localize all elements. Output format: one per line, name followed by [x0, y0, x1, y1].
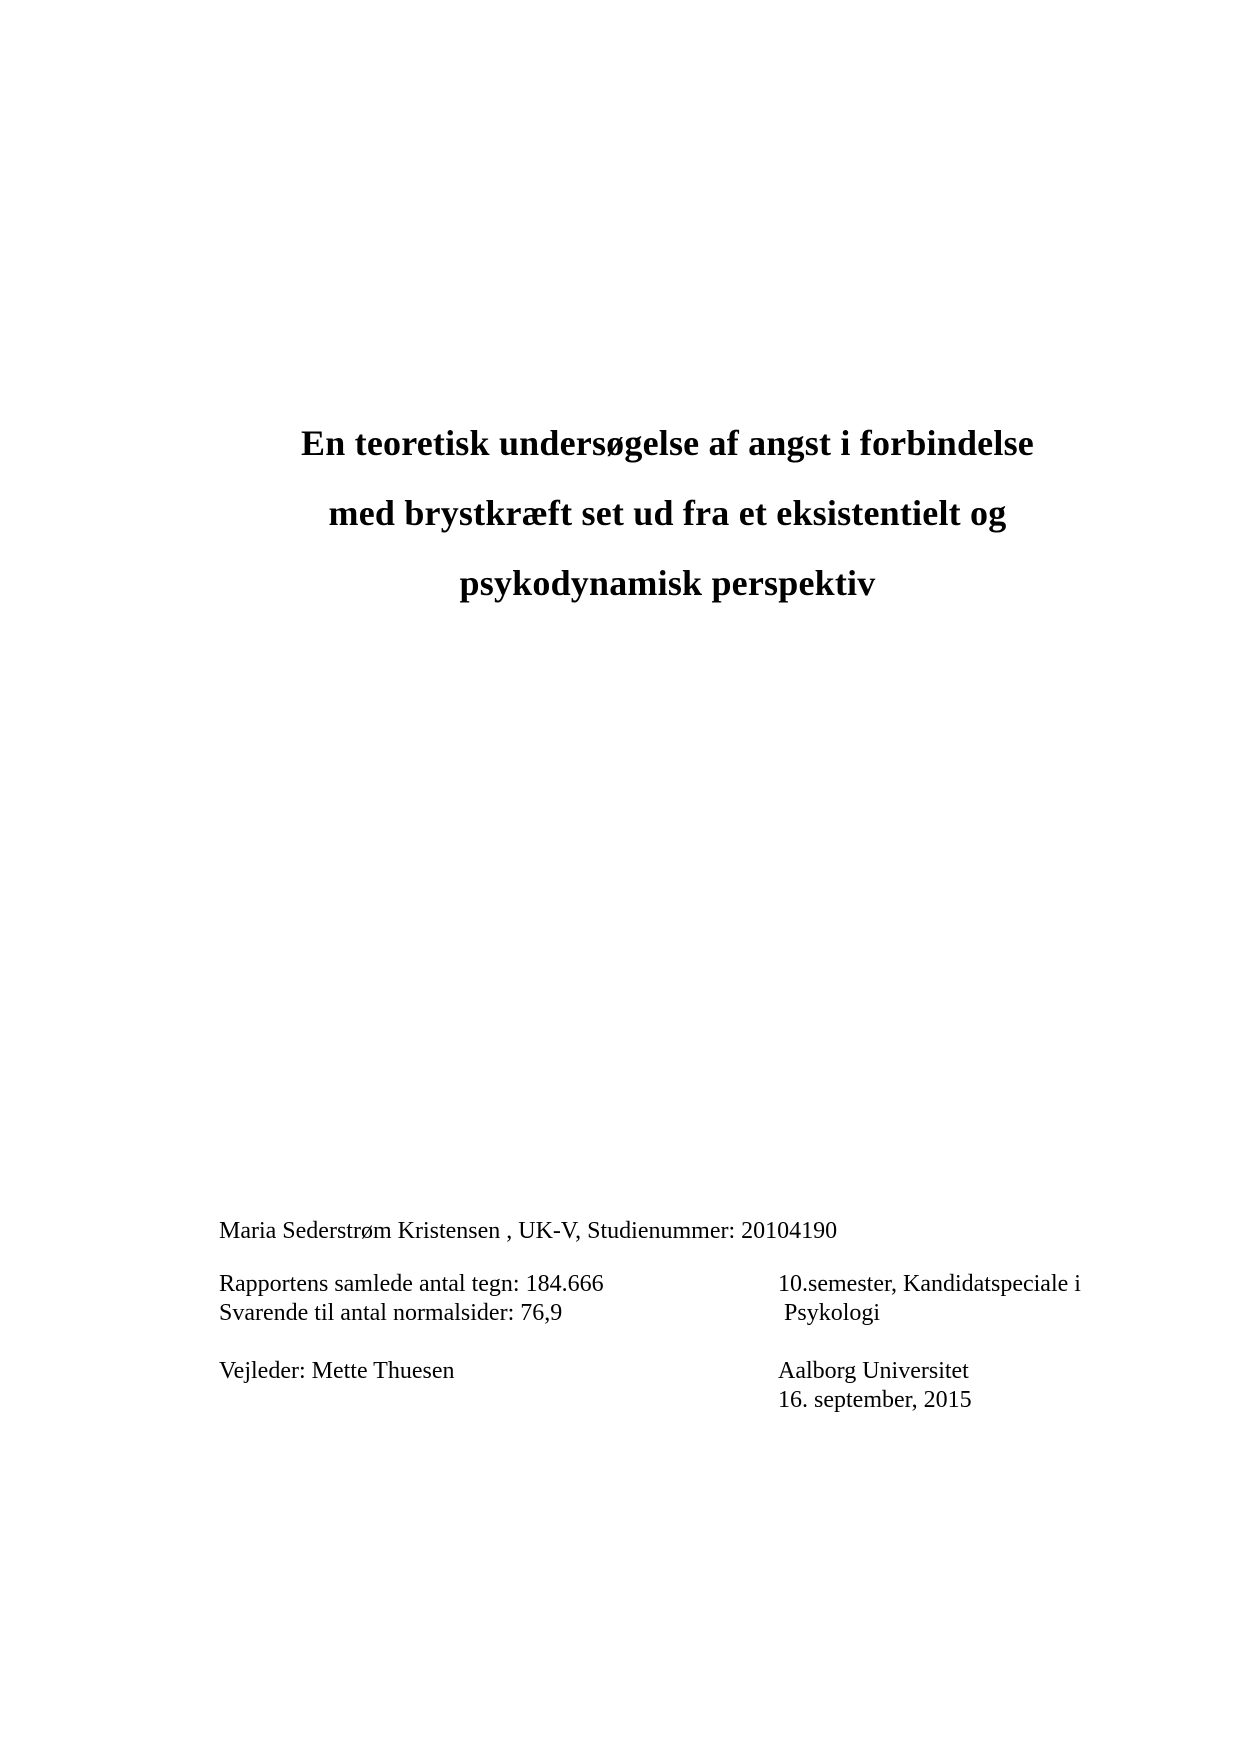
university-line: Aalborg Universitet	[778, 1358, 969, 1384]
spacer-line	[778, 1328, 1081, 1357]
spacer-line	[219, 1328, 604, 1357]
program-line: Psykologi	[778, 1300, 881, 1326]
thesis-title-line: med brystkræft set ud fra et eksistentielt og	[328, 493, 1007, 533]
thesis-title	[219, 408, 1116, 618]
page-count-line: Svarende til antal normalsider: 76,9	[219, 1300, 563, 1326]
char-count-line: Rapportens samlede antal tegn: 184.666	[219, 1271, 604, 1297]
thesis-title-line: En teoretisk undersøgelse af angst i forbindelse	[301, 423, 1034, 463]
report-stats-column	[219, 1270, 604, 1386]
date-line: 16. september, 2015	[778, 1387, 972, 1413]
semester-line: 10.semester, Kandidatspeciale i	[778, 1271, 1081, 1297]
study-info-column	[778, 1270, 1081, 1415]
thesis-title-line: psykodynamisk perspektiv	[459, 563, 876, 603]
supervisor-line: Vejleder: Mette Thuesen	[219, 1358, 455, 1384]
author-info-line: Maria Sederstrøm Kristensen , UK-V, Studienummer: 20104190	[219, 1218, 838, 1244]
